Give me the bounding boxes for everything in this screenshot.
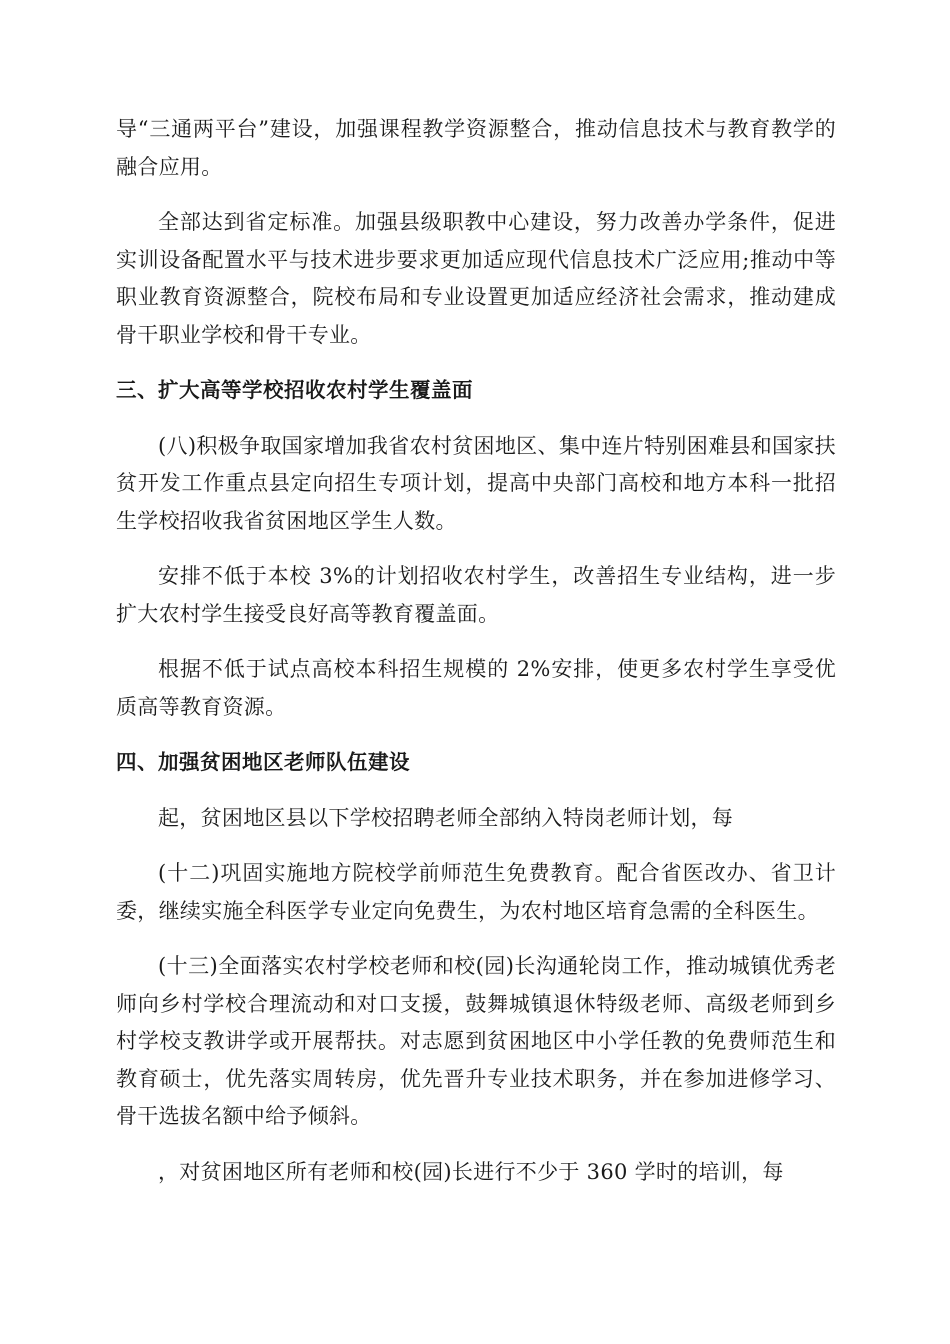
paragraph-4: (八)积极争取国家增加我省农村贫困地区、集中连片特别困难县和国家扶贫开发工作重点县定向招生专项计划，提高中央部门高校和地方本科一批招生学校招收我省贫困地区学生人数。 [116, 433, 836, 533]
section-heading-3: 三、扩大高等学校招收农村学生覆盖面 [116, 378, 473, 402]
document-body [116, 111, 836, 1209]
paragraph-7: 起，贫困地区县以下学校招聘老师全部纳入特岗老师计划，每 [158, 805, 734, 830]
paragraph-5: 安排不低于本校 3%的计划招收农村学生，改善招生专业结构，进一步扩大农村学生接受良好高等教育覆盖面。 [116, 564, 836, 626]
paragraph-6: 根据不低于试点高校本科招生规模的 2%安排，使更多农村学生享受优质高等教育资源。 [116, 657, 836, 719]
paragraph-10: ，对贫困地区所有老师和校(园)长进行不少于 360 学时的培训，每 [158, 1159, 784, 1184]
paragraph-9: (十三)全面落实农村学校老师和校(园)长沟通轮岗工作，推动城镇优秀老师向乡村学校合理流动和对口支援，鼓舞城镇退休特级老师、高级老师到乡村学校支教讲学或开展帮扶。对志愿到贫困地区中小学任教的免费师范生和教育硕士，优先落实周转房，优先晋升专业技术职务，并在参加进修学习、骨干选拔名额中给予倾斜。 [116, 954, 836, 1128]
section-heading-4: 四、加强贫困地区老师队伍建设 [116, 750, 410, 774]
paragraph-8: (十二)巩固实施地方院校学前师范生免费教育。配合省医改办、省卫计委，继续实施全科医学专业定向免费生，为农村地区培育急需的全科医生。 [116, 861, 836, 923]
paragraph-1: 导“三通两平台”建设，加强课程教学资源整合，推动信息技术与教育教学的融合应用。 [116, 117, 836, 179]
paragraph-2: 全部达到省定标准。加强县级职教中心建设，努力改善办学条件，促进实训设备配置水平与技术进步要求更加适应现代信息技术广泛应用;推动中等职业教育资源整合，院校布局和专业设置更加适应经济社会需求，推动建成骨干职业学校和骨干专业。 [116, 210, 836, 347]
